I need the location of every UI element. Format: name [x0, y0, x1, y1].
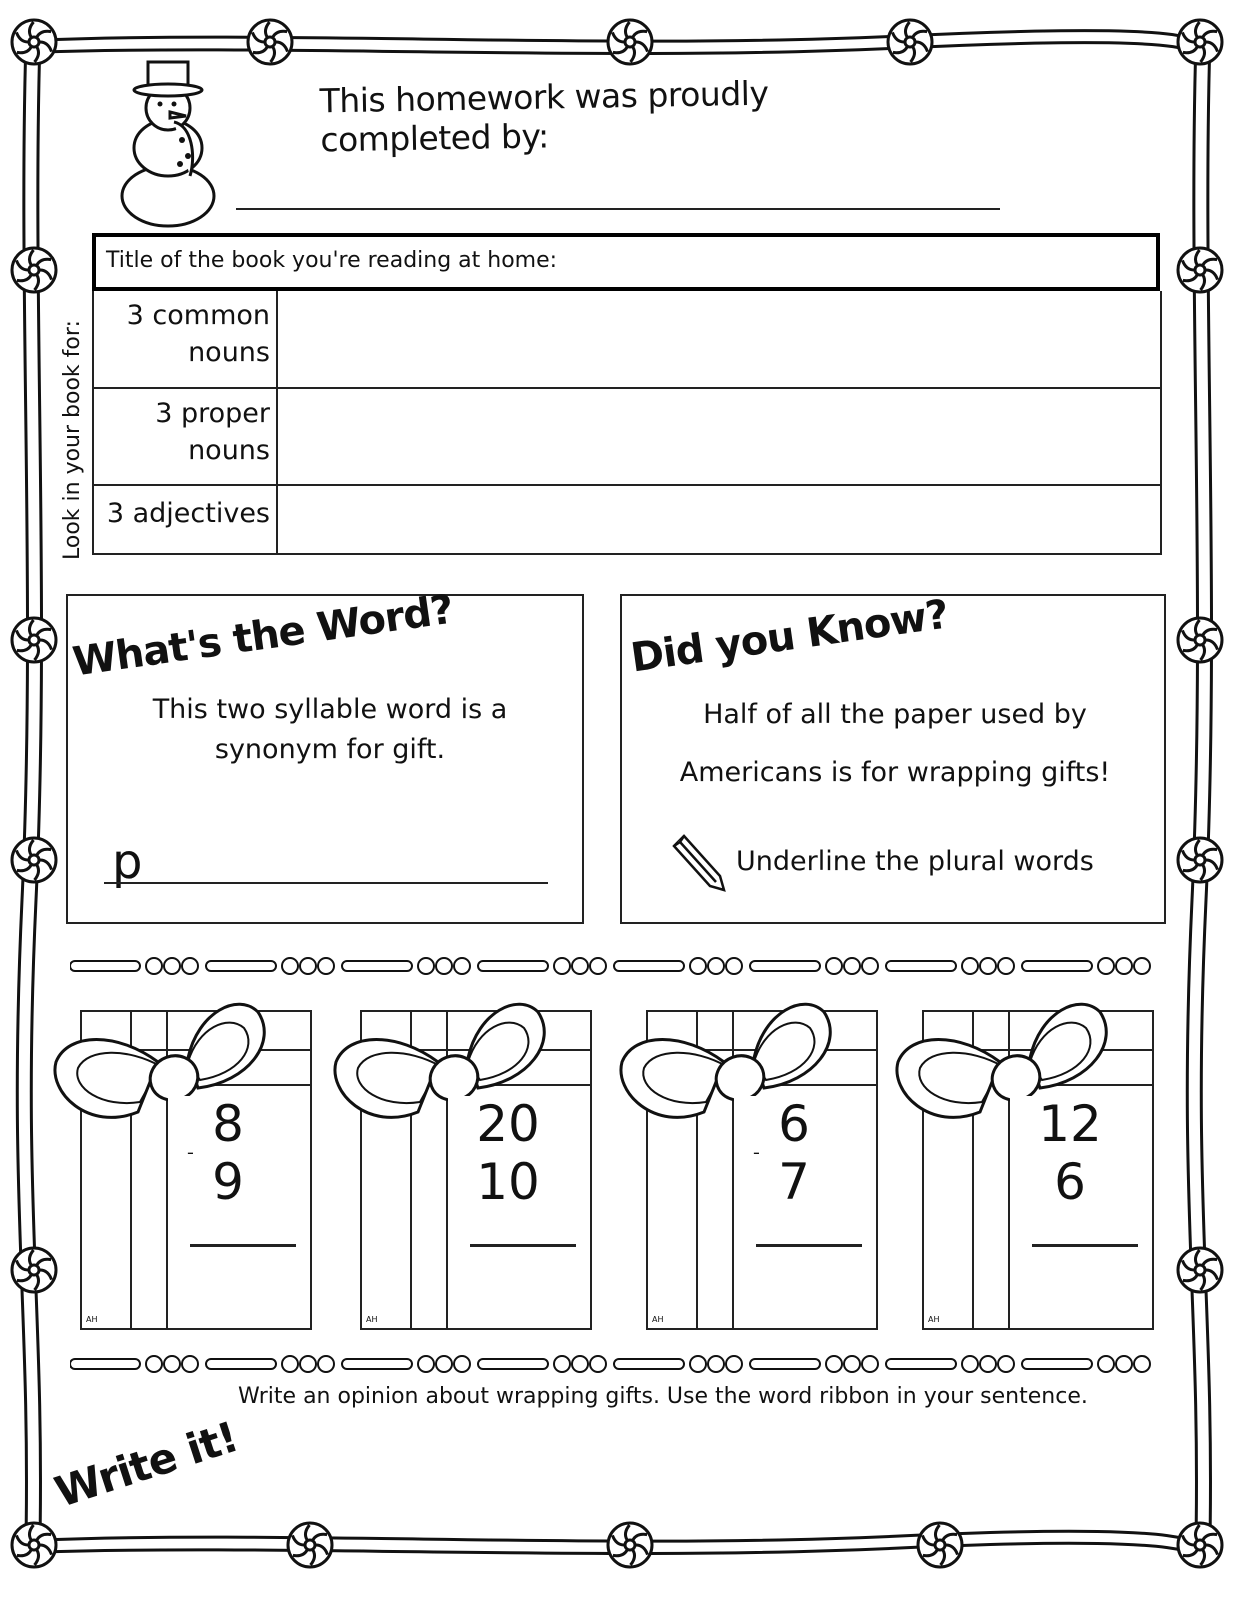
top-number: 6 — [734, 1096, 854, 1152]
peppermint-icon — [1178, 248, 1222, 292]
peppermint-icon — [918, 1523, 962, 1567]
ribbon-segment — [342, 1359, 412, 1369]
book-title-label: Title of the book you're reading at home: — [106, 248, 558, 273]
book-grid — [92, 291, 1162, 555]
peppermint-icon — [1178, 1523, 1222, 1567]
peppermint-icon — [888, 20, 932, 64]
name-line[interactable] — [236, 208, 1000, 210]
mini-mint-icon — [826, 958, 842, 974]
ribbon-segment — [750, 961, 820, 971]
mini-mint-icon — [980, 1356, 996, 1372]
mini-mint-icon — [862, 958, 878, 974]
pencil-icon — [668, 832, 726, 892]
answer-line[interactable] — [756, 1244, 862, 1247]
ribbon-segment — [886, 1359, 956, 1369]
peppermint-icon — [248, 20, 292, 64]
word-answer-line[interactable] — [104, 882, 548, 884]
row-label-common-nouns: 3 common nouns — [126, 300, 270, 368]
ribbon-segment — [614, 961, 684, 971]
write-it-heading: Write it! — [49, 1412, 244, 1517]
mini-mint-icon — [1116, 958, 1132, 974]
snowman-illustration — [112, 56, 222, 228]
common-nouns-answer[interactable] — [278, 291, 1160, 385]
bottom-number: 9 — [168, 1154, 288, 1210]
mini-mint-icon — [318, 958, 334, 974]
mini-mint-icon — [590, 958, 606, 974]
peppermint-icon — [1178, 20, 1222, 64]
did-you-know-heading: Did you Know? — [628, 591, 951, 682]
math-gift-card — [360, 1010, 592, 1330]
peppermint-icon — [608, 1523, 652, 1567]
answer-line[interactable] — [470, 1244, 576, 1247]
card-tag: AH — [928, 1315, 940, 1324]
peppermint-icon — [12, 1523, 56, 1567]
mini-mint-icon — [554, 958, 570, 974]
mini-mint-icon — [962, 958, 978, 974]
plural-instruction: Underline the plural words — [736, 846, 1094, 877]
math-gift-card — [80, 1010, 312, 1330]
mini-mint-icon — [998, 1356, 1014, 1372]
ribbon-segment — [206, 961, 276, 971]
card-tag: AH — [86, 1315, 98, 1324]
math-gift-card — [646, 1010, 878, 1330]
mini-mint-icon — [436, 958, 452, 974]
card-tag: AH — [652, 1315, 664, 1324]
bottom-number: 10 — [448, 1154, 568, 1210]
peppermint-icon — [12, 618, 56, 662]
mini-mint-icon — [1134, 1356, 1150, 1372]
ribbon-segment — [1022, 1359, 1092, 1369]
mini-mint-icon — [182, 958, 198, 974]
peppermint-icon — [12, 838, 56, 882]
bottom-number: 7 — [734, 1154, 854, 1210]
peppermint-icon — [1178, 1248, 1222, 1292]
mini-mint-icon — [300, 1356, 316, 1372]
mini-mint-icon — [554, 1356, 570, 1372]
write-answer-area[interactable] — [238, 1416, 1158, 1526]
mini-mint-icon — [282, 1356, 298, 1372]
mini-mint-icon — [826, 1356, 842, 1372]
look-in-book-label: Look in your book for: — [60, 320, 85, 560]
peppermint-icon — [288, 1523, 332, 1567]
top-number: 8 — [168, 1096, 288, 1152]
mini-mint-icon — [690, 958, 706, 974]
peppermint-icon — [608, 20, 652, 64]
mini-mint-icon — [146, 1356, 162, 1372]
mini-mint-icon — [726, 1356, 742, 1372]
card-tag: AH — [366, 1315, 378, 1324]
top-number: 20 — [448, 1096, 568, 1152]
mini-mint-icon — [436, 1356, 452, 1372]
mini-mint-icon — [454, 958, 470, 974]
mini-mint-icon — [690, 1356, 706, 1372]
ribbon-segment — [70, 1359, 140, 1369]
peppermint-icon — [1178, 618, 1222, 662]
mini-mint-icon — [572, 1356, 588, 1372]
whats-the-word-heading: What's the Word? — [70, 586, 456, 686]
peppermint-icon — [12, 20, 56, 64]
peppermint-icon — [12, 248, 56, 292]
mini-mint-icon — [418, 958, 434, 974]
ribbon-segment — [750, 1359, 820, 1369]
row-label-proper-nouns: 3 proper nouns — [155, 398, 270, 466]
completed-by-label: This homework was proudly completed by: — [319, 73, 769, 160]
candy-ribbon-top — [70, 956, 1162, 976]
write-prompt: Write an opinion about wrapping gifts. Use the word ribbon in your sentence. — [238, 1384, 1088, 1409]
mini-mint-icon — [726, 958, 742, 974]
ribbon-segment — [70, 961, 140, 971]
ribbon-segment — [886, 961, 956, 971]
mini-mint-icon — [862, 1356, 878, 1372]
row-label-adjectives: 3 adjectives — [106, 498, 270, 529]
mini-mint-icon — [980, 958, 996, 974]
mini-mint-icon — [182, 1356, 198, 1372]
peppermint-icon — [12, 1248, 56, 1292]
mini-mint-icon — [998, 958, 1014, 974]
mini-mint-icon — [844, 1356, 860, 1372]
ribbon-segment — [206, 1359, 276, 1369]
adjectives-answer[interactable] — [278, 486, 1160, 550]
starter-letter: p — [112, 834, 143, 890]
word-clue: This two syllable word is a synonym for gift. — [152, 694, 508, 765]
mini-mint-icon — [164, 1356, 180, 1372]
mini-mint-icon — [418, 1356, 434, 1372]
ribbon-segment — [478, 1359, 548, 1369]
mini-mint-icon — [844, 958, 860, 974]
mini-mint-icon — [318, 1356, 334, 1372]
mini-mint-icon — [1098, 958, 1114, 974]
ribbon-segment — [478, 961, 548, 971]
ribbon-segment — [1022, 961, 1092, 971]
mini-mint-icon — [300, 958, 316, 974]
peppermint-icon — [1178, 838, 1222, 882]
ribbon-segment — [342, 961, 412, 971]
mini-mint-icon — [962, 1356, 978, 1372]
mini-mint-icon — [146, 958, 162, 974]
candy-ribbon-bottom — [70, 1354, 1162, 1374]
mini-mint-icon — [590, 1356, 606, 1372]
answer-line[interactable] — [1032, 1244, 1138, 1247]
mini-mint-icon — [164, 958, 180, 974]
mini-mint-icon — [572, 958, 588, 974]
proper-nouns-answer[interactable] — [278, 389, 1160, 483]
did-you-know-fact: Half of all the paper used by Americans is for wrapping gifts! — [679, 699, 1111, 788]
mini-mint-icon — [708, 958, 724, 974]
mini-mint-icon — [1134, 958, 1150, 974]
mini-mint-icon — [282, 958, 298, 974]
math-gift-card — [922, 1010, 1154, 1330]
mini-mint-icon — [1116, 1356, 1132, 1372]
top-number: 12 — [1010, 1096, 1130, 1152]
mini-mint-icon — [454, 1356, 470, 1372]
mini-mint-icon — [1098, 1356, 1114, 1372]
bottom-number: 6 — [1010, 1154, 1130, 1210]
mini-mint-icon — [708, 1356, 724, 1372]
answer-line[interactable] — [190, 1244, 296, 1247]
ribbon-segment — [614, 1359, 684, 1369]
